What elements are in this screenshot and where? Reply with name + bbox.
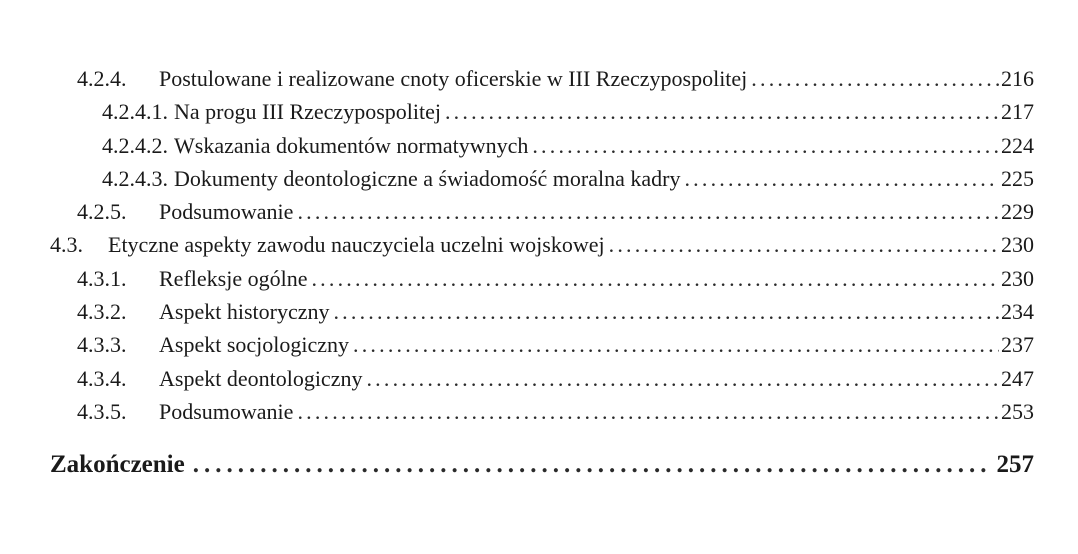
toc-entry-page: 229	[1001, 199, 1034, 225]
toc-entry-title: Aspekt socjologiczny	[159, 332, 350, 358]
dot-leader	[333, 295, 999, 328]
toc-entry	[50, 295, 1034, 328]
dot-leader	[297, 195, 999, 228]
dot-leader	[353, 328, 999, 361]
toc-entry-page: 217	[1001, 99, 1034, 125]
toc-entry	[50, 162, 1034, 195]
dot-leader	[532, 129, 999, 162]
toc-entry	[50, 195, 1034, 228]
toc-entry-page: 225	[1001, 165, 1034, 191]
toc-entry-title: Aspekt historyczny	[159, 299, 330, 325]
toc-entry-page: 230	[1001, 265, 1034, 291]
table-of-contents	[50, 62, 1034, 488]
toc-entry	[50, 129, 1034, 162]
toc-entry-title: Podsumowanie	[159, 398, 294, 424]
toc-entry	[50, 62, 1034, 95]
dot-leader	[297, 395, 999, 428]
dot-leader	[684, 162, 999, 195]
toc-entry-number: 4.3.5.	[77, 398, 127, 424]
toc-entry-title: Dokumenty deontologiczne a świadomość moralna kadry	[174, 165, 681, 191]
toc-entry-title: Postulowane i realizowane cnoty oficerskie w III Rzeczypospolitej	[159, 66, 748, 91]
toc-entry	[50, 395, 1034, 428]
toc-entry-title: Aspekt deontologiczny	[159, 365, 363, 391]
toc-entry-page: 237	[1001, 332, 1034, 358]
toc-entry-number: 4.3.2.	[77, 299, 127, 325]
dot-leader	[751, 62, 999, 95]
toc-entry-number: 4.3.4.	[77, 365, 127, 391]
toc-entry	[50, 362, 1034, 395]
toc-entry-page: 247	[1001, 365, 1034, 391]
toc-entry-page: 253	[1001, 398, 1034, 424]
toc-entry-number: 4.2.4.3.	[102, 165, 168, 191]
toc-entry-number: 4.2.4.	[77, 66, 127, 91]
toc-entry-title: Na progu III Rzeczypospolitej	[174, 99, 441, 125]
dot-leader	[193, 448, 989, 481]
toc-entry-number: 4.3.1.	[77, 265, 127, 291]
toc-entry-number: 4.3.	[50, 232, 83, 258]
dot-leader	[366, 362, 999, 395]
toc-entry-page: 234	[1001, 299, 1034, 325]
toc-entry-number: 4.2.4.2.	[102, 132, 168, 158]
dot-leader	[445, 95, 999, 128]
toc-entry-page: 216	[1001, 66, 1034, 91]
toc-entry-title: Podsumowanie	[159, 199, 294, 225]
dot-leader	[609, 228, 999, 261]
toc-entry-title: Etyczne aspekty zawodu nauczyciela uczelni wojskowej	[108, 232, 605, 258]
toc-entry-page: 224	[1001, 132, 1034, 158]
dot-leader	[311, 262, 999, 295]
toc-main-page: 257	[996, 451, 1034, 479]
toc-entry-number: 4.3.3.	[77, 332, 127, 358]
toc-main-title: Zakończenie	[50, 451, 185, 479]
toc-entry	[50, 95, 1034, 128]
toc-main-entry	[50, 448, 1034, 488]
toc-entry-number: 4.2.4.1.	[102, 99, 168, 125]
toc-entry-title: Refleksje ogólne	[159, 265, 308, 291]
toc-entry	[50, 262, 1034, 295]
toc-entry-page: 230	[1001, 232, 1034, 258]
toc-entry-number: 4.2.5.	[77, 199, 127, 225]
toc-entry-title: Wskazania dokumentów normatywnych	[174, 132, 529, 158]
toc-entry	[50, 228, 1034, 261]
toc-entry	[50, 328, 1034, 361]
